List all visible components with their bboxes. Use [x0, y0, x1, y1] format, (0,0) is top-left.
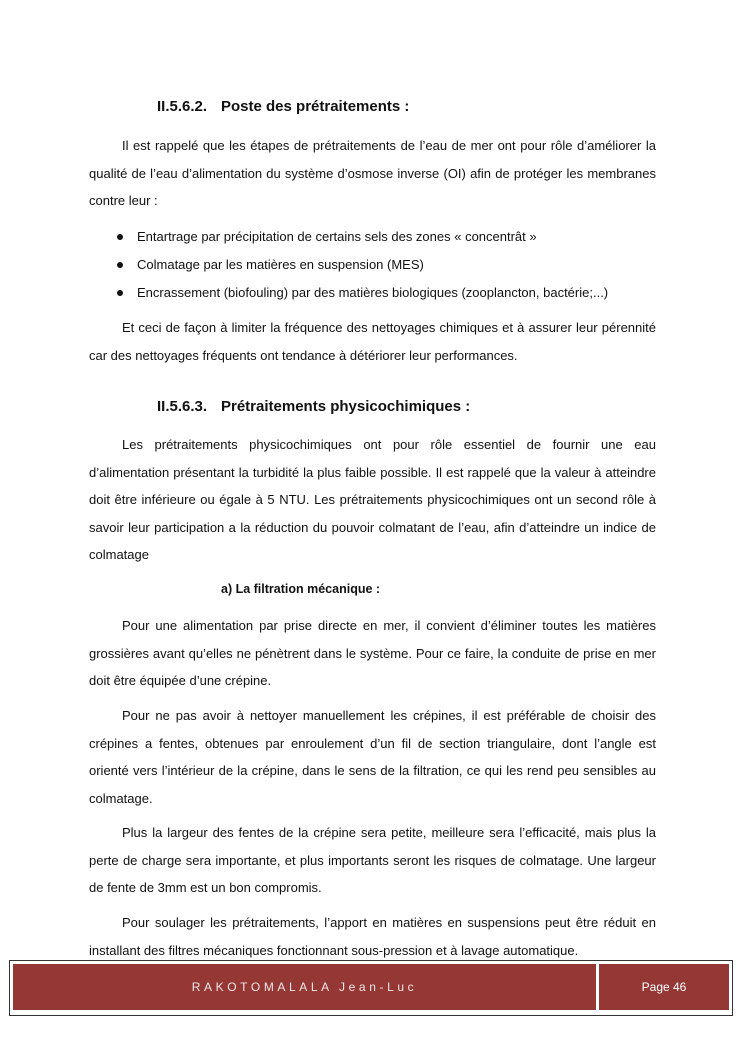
- section-heading-physicochimiques: [157, 398, 470, 415]
- bullet-list: [89, 223, 656, 307]
- list-item: Entartrage par précipitation de certains sels des zones « concentrât »: [89, 223, 656, 251]
- list-item: Colmatage par les matières en suspension (MES): [89, 251, 656, 279]
- section-number: II.5.6.2.: [157, 98, 208, 115]
- paragraph: Et ceci de façon à limiter la fréquence des nettoyages chimiques et à assurer leur pérennité car des nettoyages fréquents ont tendance à détériorer leur performances.: [89, 320, 656, 363]
- paragraph: Pour soulager les prétraitements, l’apport en matières en suspensions peut être réduit en installant des filtres mécaniques fonctionnant sous-pression et à lavage automatique.: [89, 915, 656, 958]
- bullet-icon: [117, 290, 123, 296]
- paragraph: Il est rappelé que les étapes de prétraitements de l’eau de mer ont pour rôle d’améliorer la qualité de l’eau d’alimentation du système d’osmose inverse (OI) afin de protéger les membranes contre leur :: [89, 138, 656, 208]
- section-title: Prétraitements physicochimiques :: [221, 398, 471, 415]
- paragraph: Pour une alimentation par prise directe en mer, il convient d’éliminer toutes les matières grossières avant qu’elles ne pénètrent dans le système. Pour ce faire, la conduite de prise en mer doit être équipée d’une crépine.: [89, 618, 656, 688]
- paragraph: Pour ne pas avoir à nettoyer manuellement les crépines, il est préférable de choisir des crépines a fentes, obtenues par enroulement d’un fil de section triangulaire, dont l’angle est orienté vers l’intérieur de la crépine, dans le sens de la filtration, ce qui les rend peu sensibles au colmatage.: [89, 708, 656, 806]
- bullet-icon: [117, 262, 123, 268]
- paragraph: Plus la largeur des fentes de la crépine sera petite, meilleure sera l’efficacité, mais plus la perte de charge sera importante, et plus importants seront les risques de colmatage. Une largeur de fente de 3mm est un bon compromis.: [89, 825, 656, 895]
- subheading-filtration: a) La filtration mécanique :: [221, 582, 381, 596]
- bullet-icon: [117, 234, 123, 240]
- list-item: Encrassement (biofouling) par des matières biologiques (zooplancton, bactérie;...): [89, 279, 656, 307]
- section-number: II.5.6.3.: [157, 398, 208, 415]
- footer-page-number: Page 46: [599, 964, 729, 1010]
- section-heading-pretraitements: [157, 98, 409, 115]
- footer-author: RAKOTOMALALA Jean-Luc: [13, 964, 596, 1010]
- section-title: Poste des prétraitements :: [221, 98, 410, 115]
- paragraph: Les prétraitements physicochimiques ont pour rôle essentiel de fournir une eau d’alimentation présentant la turbidité la plus faible possible. Il est rappelé que la valeur à atteindre doit être inférieure ou égale à 5 NTU. Les prétraitements physicochimiques ont un second rôle à savoir leur participation a la réduction du pouvoir colmatant de l’eau, afin d’atteindre un indice de colmatage: [89, 437, 656, 562]
